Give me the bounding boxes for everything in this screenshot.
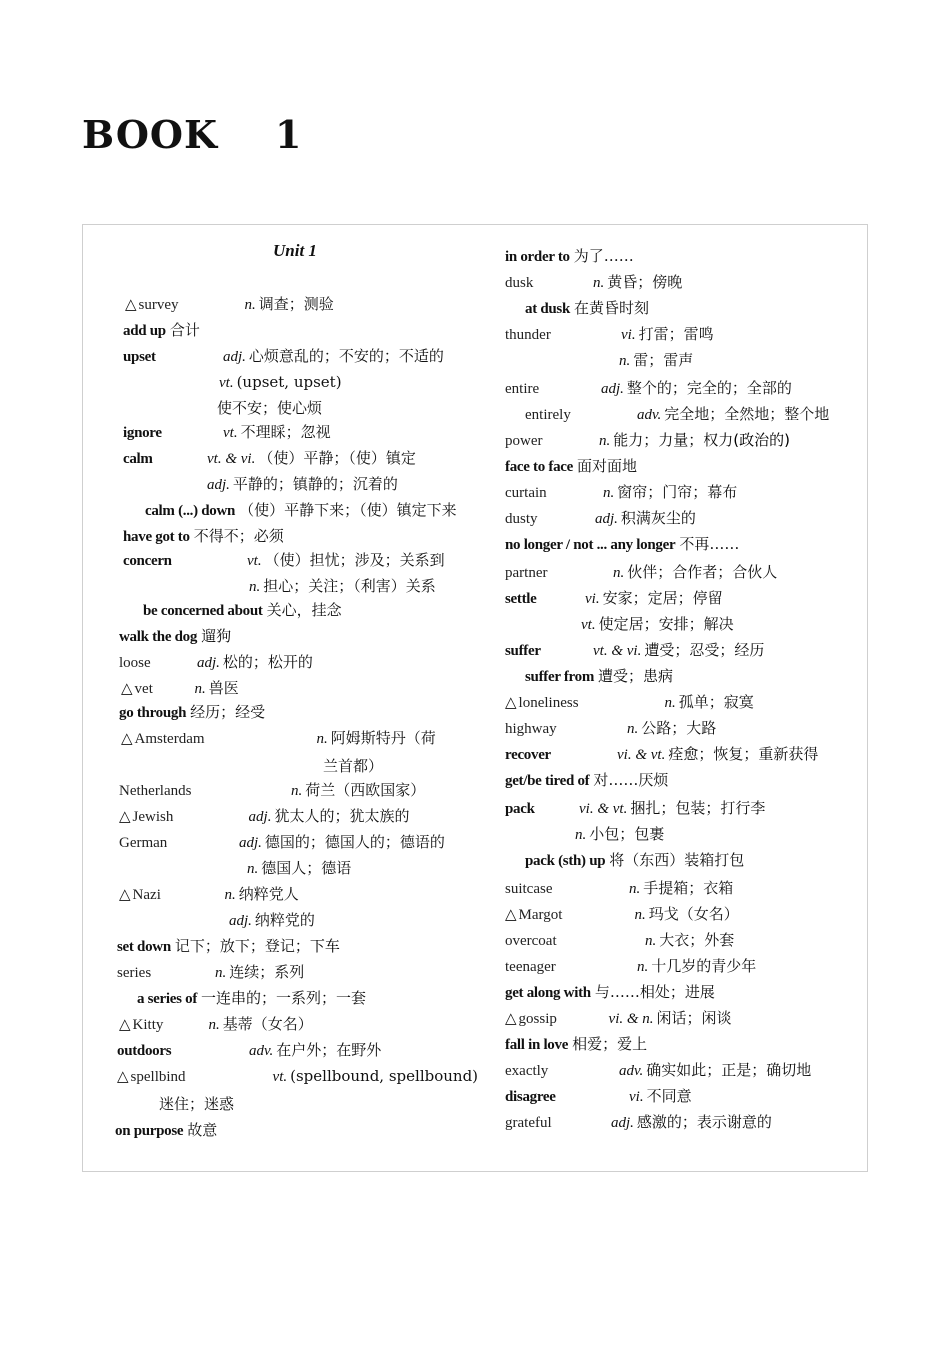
headword: suffer bbox=[505, 643, 541, 659]
headword: no longer / not ... any longer bbox=[505, 537, 676, 553]
part-of-speech: vi. bbox=[629, 1089, 644, 1105]
definition: 经历；经受 bbox=[190, 703, 266, 721]
vocab-entry bbox=[505, 795, 869, 821]
part-of-speech: vt. bbox=[247, 553, 262, 569]
definition: 痊愈；恢复；重新获得 bbox=[668, 745, 819, 763]
definition: 德国的；德国人的；德语的 bbox=[264, 833, 445, 851]
triangle-mark-icon: △ bbox=[119, 1015, 131, 1033]
vocab-entry bbox=[219, 369, 483, 395]
vocab-entry bbox=[505, 875, 869, 901]
vocab-entry bbox=[505, 637, 869, 663]
definition: 为了…… bbox=[573, 247, 634, 265]
definition: 确实如此；正是；确切地 bbox=[646, 1061, 812, 1079]
part-of-speech: n. bbox=[645, 933, 657, 949]
headword: power bbox=[505, 433, 543, 449]
definition: 感激的；表示谢意的 bbox=[636, 1113, 772, 1131]
vocab-entry bbox=[119, 699, 483, 725]
part-of-speech: adj. bbox=[229, 913, 252, 929]
vocab-entry bbox=[117, 1037, 483, 1063]
headword: Nazi bbox=[132, 887, 161, 903]
part-of-speech: vt. bbox=[219, 375, 234, 391]
headword: go through bbox=[119, 705, 187, 721]
vocab-entry bbox=[505, 479, 869, 505]
definition: 在户外；在野外 bbox=[276, 1041, 382, 1059]
definition: （使）担忧；涉及；关系到 bbox=[264, 551, 445, 569]
headword: teenager bbox=[505, 959, 556, 975]
vocab-entry bbox=[505, 427, 869, 453]
part-of-speech: vi. & vt. bbox=[579, 801, 628, 817]
vocab-entry bbox=[159, 1091, 483, 1117]
headword: outdoors bbox=[117, 1043, 172, 1059]
part-of-speech: adj. bbox=[223, 349, 246, 365]
part-of-speech: n. bbox=[575, 827, 587, 843]
headword: loneliness bbox=[518, 695, 579, 711]
definition: 故意 bbox=[187, 1121, 218, 1139]
unit-heading: Unit 1 bbox=[273, 241, 317, 260]
headword: spellbind bbox=[130, 1069, 186, 1085]
definition: 不理睬；忽视 bbox=[240, 423, 331, 441]
definition: 合计 bbox=[169, 321, 200, 339]
vocab-entry bbox=[123, 343, 483, 369]
definition: （使）平静下来；（使）镇定下来 bbox=[239, 501, 457, 519]
headword: Amsterdam bbox=[134, 731, 205, 747]
vocab-entry bbox=[505, 453, 869, 479]
part-of-speech: n. bbox=[637, 959, 649, 975]
vocab-entry bbox=[123, 445, 483, 471]
headword: have got to bbox=[123, 529, 190, 545]
part-of-speech: n. bbox=[316, 731, 328, 747]
vocab-entry bbox=[505, 689, 869, 715]
headword: get/be tired of bbox=[505, 773, 590, 789]
vocab-entry bbox=[505, 927, 869, 953]
headword: settle bbox=[505, 591, 537, 607]
vocab-entry bbox=[505, 1057, 869, 1083]
vocab-entry bbox=[119, 829, 483, 855]
triangle-mark-icon: △ bbox=[119, 885, 131, 903]
part-of-speech: n. bbox=[664, 695, 676, 711]
part-of-speech: n. bbox=[599, 433, 611, 449]
headword: partner bbox=[505, 565, 548, 581]
definition: 犹太人的；犹太族的 bbox=[274, 807, 410, 825]
definition: 基蒂（女名） bbox=[222, 1015, 313, 1033]
triangle-mark-icon: △ bbox=[121, 729, 133, 747]
headword: thunder bbox=[505, 327, 551, 343]
part-of-speech: n. bbox=[634, 907, 646, 923]
definition: 打雷；雷鸣 bbox=[638, 325, 714, 343]
definition: 不得不；必须 bbox=[193, 527, 284, 545]
triangle-mark-icon: △ bbox=[119, 807, 131, 825]
vocab-entry bbox=[117, 1063, 483, 1089]
definition: 兽医 bbox=[208, 679, 239, 697]
definition: 兰首都） bbox=[323, 757, 384, 775]
headword: loose bbox=[119, 655, 151, 671]
part-of-speech: adv. bbox=[637, 407, 662, 423]
vocab-entry bbox=[505, 741, 869, 767]
part-of-speech: vt. & vi. bbox=[207, 451, 256, 467]
headword: series bbox=[117, 965, 152, 981]
vocab-entry bbox=[247, 855, 483, 881]
definition: 遭受；患病 bbox=[598, 667, 674, 685]
vocab-entry bbox=[505, 979, 869, 1005]
headword: set down bbox=[117, 939, 171, 955]
definition: 积满灰尘的 bbox=[620, 509, 696, 527]
vocab-entry bbox=[121, 725, 483, 751]
definition: 担心；关注；（利害）关系 bbox=[263, 577, 436, 595]
part-of-speech: adv. bbox=[249, 1043, 274, 1059]
vocab-entry bbox=[123, 523, 483, 549]
part-of-speech: adj. bbox=[197, 655, 220, 671]
vocab-entry bbox=[505, 321, 869, 347]
vocab-entry bbox=[117, 959, 483, 985]
headword: entirely bbox=[525, 407, 571, 423]
part-of-speech: n. bbox=[629, 881, 641, 897]
headword: vet bbox=[134, 681, 153, 697]
vocab-entry bbox=[505, 375, 869, 401]
headword: dusk bbox=[505, 275, 534, 291]
vocab-entry bbox=[119, 881, 483, 907]
vocab-entry bbox=[323, 753, 483, 779]
definition: 大衣；外套 bbox=[659, 931, 735, 949]
vocab-entry bbox=[123, 419, 483, 445]
vocab-entry bbox=[119, 1011, 483, 1037]
definition: 完全地；全然地；整个地 bbox=[664, 405, 830, 423]
triangle-mark-icon: △ bbox=[117, 1067, 129, 1085]
part-of-speech: n. bbox=[244, 297, 256, 313]
part-of-speech: adj. bbox=[248, 809, 272, 825]
part-of-speech: vi. & vt. bbox=[617, 747, 666, 763]
headword: exactly bbox=[505, 1063, 549, 1079]
part-of-speech: adv. bbox=[619, 1063, 644, 1079]
part-of-speech: vi. bbox=[621, 327, 636, 343]
definition: 使不安；使心烦 bbox=[217, 399, 323, 417]
definition: 使定居；安排；解决 bbox=[598, 615, 734, 633]
part-of-speech: adj. bbox=[239, 835, 262, 851]
definition: 孤单；寂寞 bbox=[678, 693, 754, 711]
headword: overcoat bbox=[505, 933, 557, 949]
headword: entire bbox=[505, 381, 540, 397]
vocab-entry bbox=[119, 803, 483, 829]
vocab-entry bbox=[217, 395, 483, 421]
definition: 调查；测验 bbox=[258, 295, 334, 313]
definition: 遭受；忍受；经历 bbox=[644, 641, 765, 659]
vocab-entry bbox=[123, 547, 483, 573]
headword: concern bbox=[123, 553, 172, 569]
triangle-mark-icon: △ bbox=[505, 1009, 517, 1027]
vocab-entry bbox=[575, 821, 869, 847]
definition: 能力；力量；权力 bbox=[613, 431, 734, 449]
vocab-entry bbox=[505, 1109, 869, 1135]
vocab-entry bbox=[505, 901, 869, 927]
vocab-entry bbox=[505, 767, 869, 793]
vocab-entry bbox=[143, 597, 483, 623]
vocab-entry bbox=[505, 953, 869, 979]
definition: 面对面地 bbox=[577, 457, 638, 475]
definition: 窗帘；门帘；幕布 bbox=[617, 483, 738, 501]
part-of-speech: n. bbox=[613, 565, 625, 581]
part-of-speech: n. bbox=[249, 579, 261, 595]
headword: ignore bbox=[123, 425, 162, 441]
part-of-speech: vt. bbox=[581, 617, 596, 633]
headword: in order to bbox=[505, 249, 570, 265]
vocab-entry bbox=[115, 1117, 483, 1143]
vocab-entry bbox=[505, 505, 869, 531]
headword: face to face bbox=[505, 459, 574, 475]
definition: （使）平静；（使）镇定 bbox=[258, 449, 416, 467]
part-of-speech: n. bbox=[215, 965, 227, 981]
part-of-speech: n. bbox=[224, 887, 236, 903]
part-of-speech: vi. & n. bbox=[608, 1011, 654, 1027]
book-title: BOOK 1 bbox=[82, 112, 303, 157]
definition: 雷；雷声 bbox=[633, 351, 694, 369]
headword: get along with bbox=[505, 985, 591, 1001]
headword: Netherlands bbox=[119, 783, 192, 799]
headword: at dusk bbox=[525, 301, 571, 317]
headword: on purpose bbox=[115, 1123, 184, 1139]
part-of-speech: vi. bbox=[585, 591, 600, 607]
part-of-speech: n. bbox=[291, 783, 303, 799]
headword: add up bbox=[123, 323, 166, 339]
vocab-entry bbox=[505, 1005, 869, 1031]
definition: 十几岁的青少年 bbox=[651, 957, 757, 975]
definition: 捆扎；包装；打行李 bbox=[630, 799, 766, 817]
part-of-speech: adj. bbox=[611, 1115, 634, 1131]
vocab-entry bbox=[207, 471, 483, 497]
definition: 整个的；完全的；全部的 bbox=[626, 379, 792, 397]
headword: calm (...) down bbox=[145, 503, 236, 519]
part-of-speech: vt. bbox=[272, 1069, 288, 1085]
vocab-entry bbox=[119, 623, 483, 649]
headword: Kitty bbox=[132, 1017, 164, 1033]
definition: 记下；放下；登记； bbox=[174, 937, 310, 955]
vocab-entry bbox=[123, 317, 483, 343]
headword: be concerned about bbox=[143, 603, 263, 619]
vocab-entry bbox=[137, 985, 483, 1011]
headword: a series of bbox=[137, 991, 198, 1007]
vocab-entry bbox=[249, 573, 483, 599]
headword: Jewish bbox=[132, 809, 174, 825]
definition: 小包；包裹 bbox=[589, 825, 665, 843]
vocab-entry bbox=[119, 649, 483, 675]
definition: 纳粹党的 bbox=[254, 911, 315, 929]
part-of-speech: n. bbox=[208, 1017, 220, 1033]
part-of-speech: vt. bbox=[223, 425, 238, 441]
definition: 玛戈（女名） bbox=[648, 905, 739, 923]
triangle-mark-icon: △ bbox=[125, 295, 137, 313]
vocabulary-scan bbox=[82, 224, 868, 1172]
definition: 与……相处；进展 bbox=[594, 983, 715, 1001]
definition: 将（东西）装箱打包 bbox=[609, 851, 745, 869]
headword: fall in love bbox=[505, 1037, 569, 1053]
headword: walk the dog bbox=[119, 629, 198, 645]
definition: 平静的；镇静的；沉着的 bbox=[232, 475, 398, 493]
definition: 一连串的；一系列；一套 bbox=[201, 989, 367, 1007]
definition: 荷兰（西欧国家） bbox=[305, 781, 426, 799]
vocab-entry bbox=[505, 269, 869, 295]
vocab-entry bbox=[145, 497, 483, 523]
vocab-entry bbox=[125, 291, 483, 317]
definition: 德国人；德语 bbox=[261, 859, 352, 877]
definition: (upset, upset) bbox=[236, 373, 342, 391]
headword: curtain bbox=[505, 485, 547, 501]
headword: suitcase bbox=[505, 881, 553, 897]
part-of-speech: n. bbox=[627, 721, 639, 737]
part-of-speech: n. bbox=[194, 681, 206, 697]
vocab-entry bbox=[525, 847, 869, 873]
vocab-entry bbox=[505, 1031, 869, 1057]
vocab-entry bbox=[121, 675, 483, 701]
headword: Margot bbox=[518, 907, 563, 923]
triangle-mark-icon: △ bbox=[505, 693, 517, 711]
definition: 遛狗 bbox=[201, 627, 232, 645]
vocab-entry bbox=[525, 295, 869, 321]
vocab-entry bbox=[505, 1083, 869, 1109]
definition: 松的；松开的 bbox=[222, 653, 313, 671]
vocab-entry bbox=[117, 933, 483, 959]
definition: 关心，挂念 bbox=[266, 601, 342, 619]
part-of-speech: n. bbox=[603, 485, 615, 501]
part-of-speech: adj. bbox=[207, 477, 230, 493]
definition: 闲话；闲谈 bbox=[656, 1009, 732, 1027]
definition: 在黄昏时刻 bbox=[574, 299, 650, 317]
definition: 阿姆斯特丹（荷 bbox=[330, 729, 436, 747]
definition: 不再…… bbox=[679, 535, 740, 553]
triangle-mark-icon: △ bbox=[505, 905, 517, 923]
triangle-mark-icon: △ bbox=[121, 679, 133, 697]
part-of-speech: vt. & vi. bbox=[593, 643, 642, 659]
part-of-speech: adj. bbox=[601, 381, 624, 397]
vocab-entry bbox=[119, 777, 483, 803]
part-of-speech: adj. bbox=[595, 511, 618, 527]
headword: recover bbox=[505, 747, 551, 763]
headword: survey bbox=[138, 297, 179, 313]
headword: grateful bbox=[505, 1115, 552, 1131]
definition: 纳粹党人 bbox=[238, 885, 299, 903]
part-of-speech: n. bbox=[247, 861, 259, 877]
definition: 心烦意乱的；不安的；不适的 bbox=[248, 347, 444, 365]
definition: 伙伴；合作者；合伙人 bbox=[627, 563, 778, 581]
definition: 手提箱；衣箱 bbox=[643, 879, 734, 897]
headword: dusty bbox=[505, 511, 538, 527]
definition: 安家；定居；停留 bbox=[602, 589, 723, 607]
headword: upset bbox=[123, 349, 156, 365]
vocab-entry bbox=[505, 243, 869, 269]
definition: 公路；大路 bbox=[641, 719, 717, 737]
definition: 相爱；爱上 bbox=[572, 1035, 648, 1053]
headword: German bbox=[119, 835, 168, 851]
vocab-entry bbox=[505, 585, 869, 611]
part-of-speech: n. bbox=[619, 353, 631, 369]
vocab-entry bbox=[505, 531, 869, 557]
vocab-entry bbox=[581, 611, 869, 637]
vocab-entry bbox=[525, 401, 869, 427]
headword: calm bbox=[123, 451, 153, 467]
vocab-entry bbox=[505, 559, 869, 585]
headword: highway bbox=[505, 721, 557, 737]
headword: suffer from bbox=[525, 669, 595, 685]
definition: 迷住；迷惑 bbox=[159, 1095, 235, 1113]
headword: disagree bbox=[505, 1089, 556, 1105]
definition: (spellbound, spellbound) bbox=[290, 1067, 479, 1085]
headword: pack (sth) up bbox=[525, 853, 606, 869]
part-of-speech: n. bbox=[593, 275, 605, 291]
handwritten-note: (政治的) bbox=[733, 431, 790, 449]
headword: gossip bbox=[518, 1011, 557, 1027]
vocab-entry bbox=[505, 715, 869, 741]
vocab-entry bbox=[525, 663, 869, 689]
vocab-entry bbox=[229, 907, 483, 933]
headword: pack bbox=[505, 801, 535, 817]
definition: 对……厌烦 bbox=[593, 771, 669, 789]
handwritten-note: 下车 bbox=[309, 937, 340, 955]
definition: 连续；系列 bbox=[229, 963, 305, 981]
definition: 黄昏；傍晚 bbox=[607, 273, 683, 291]
definition: 不同意 bbox=[646, 1087, 692, 1105]
vocab-entry bbox=[619, 347, 869, 373]
